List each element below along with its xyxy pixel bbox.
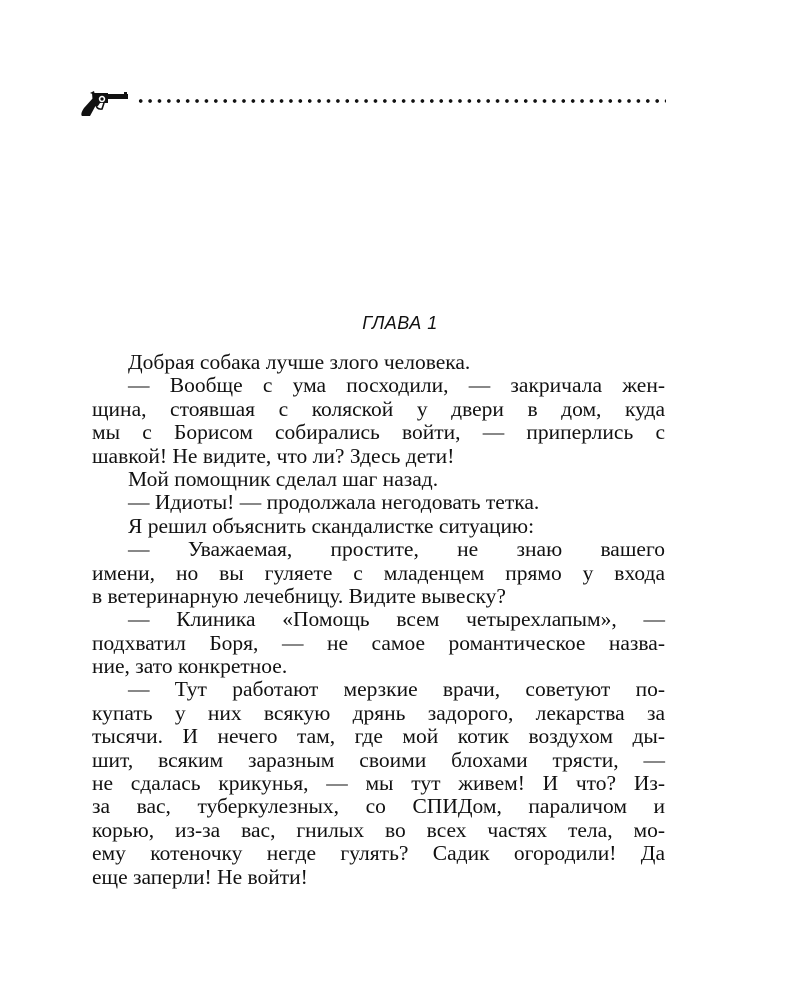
text-line: имени, но вы гуляете с младенцем прямо у входа	[92, 560, 665, 585]
text-line: — Уважаемая, простите, не знаю вашего	[128, 537, 665, 562]
text-line: шит, всяким заразным своими блохами трясти, —	[92, 747, 665, 772]
text-line: корью, из-за вас, гнилых во всех частях тела, мо-	[92, 817, 665, 842]
text-line: — Тут работают мерзкие врачи, советуют по-	[128, 677, 665, 702]
text-line: шавкой! Не видите, что ли? Здесь дети!	[92, 443, 455, 468]
text-line: ему котеночку негде гулять? Садик огородили! Да	[92, 841, 665, 866]
chapter-title: ГЛАВА 1	[362, 313, 438, 333]
text-line: Мой помощник сделал шаг назад.	[128, 466, 439, 491]
text-line: — Клиника «Помощь всем четырехлапым», —	[128, 607, 665, 632]
chapter-body	[92, 351, 665, 889]
header-ornament	[78, 88, 668, 118]
text-line: за вас, туберкулезных, со СПИДом, параличом и	[92, 794, 665, 819]
text-line: щина, стоявшая с коляской у двери в дом, куда	[92, 396, 665, 421]
text-line: не сдалась крикунья, — мы тут живем! И что? Из-	[92, 771, 665, 796]
text-line: в ветеринарную лечебницу. Видите вывеску?	[92, 583, 506, 608]
text-line: тысячи. И нечего там, где мой котик воздухом ды-	[92, 724, 665, 749]
text-line: Добрая собака лучше злого человека.	[128, 350, 471, 374]
text-line: Я решил объяснить скандалистке ситуацию:	[128, 513, 535, 538]
text-line: — Идиоты! — продолжала негодовать тетка.	[128, 490, 540, 515]
text-line: еще заперли! Не войти!	[92, 864, 308, 889]
text-line: мы с Борисом собирались войти, — приперлись с	[92, 420, 665, 445]
dotted-rule	[136, 98, 666, 104]
text-line: — Вообще с ума посходили, — закричала жен-	[128, 373, 665, 398]
text-line: подхватил Боря, — не самое романтическое назва-	[92, 630, 665, 655]
revolver-icon	[78, 88, 130, 118]
text-line: купать у них всякую дрянь задорого, лекарства за	[92, 700, 665, 725]
text-line: ние, зато конкретное.	[92, 654, 288, 679]
